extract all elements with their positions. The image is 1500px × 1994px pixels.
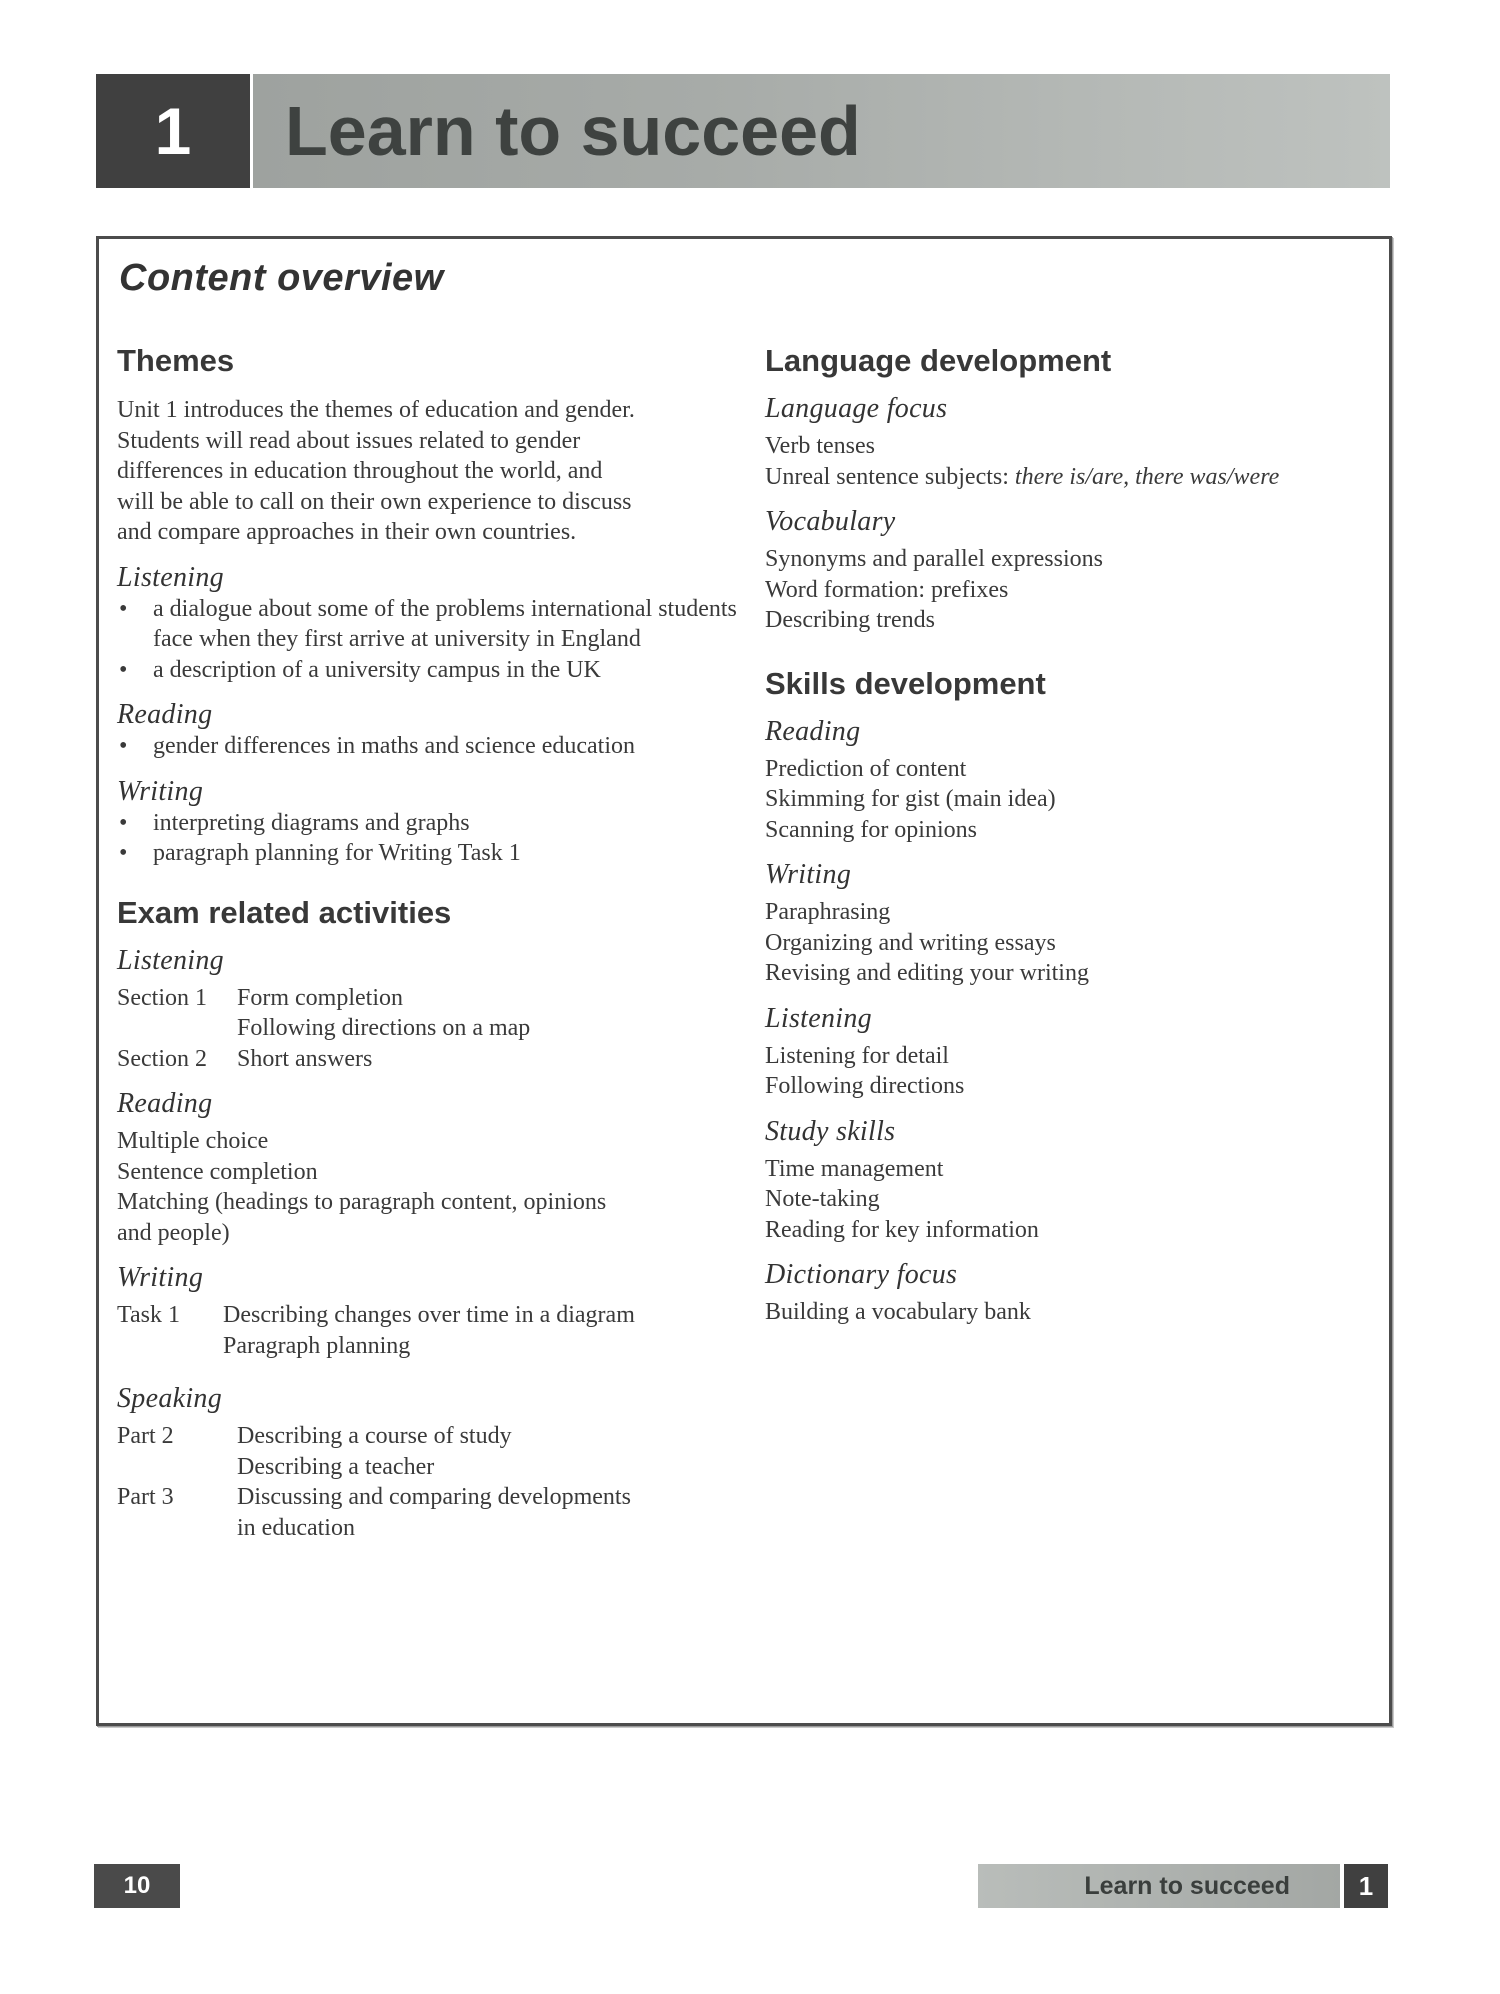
row-line: in education (237, 1514, 355, 1541)
exam-reading-heading: Reading (117, 1088, 213, 1119)
page-number: 10 (94, 1864, 180, 1908)
vocabulary-line: Describing trends (765, 607, 935, 633)
content-overview-box (96, 236, 1392, 1726)
skills-line: Paraphrasing (765, 899, 891, 925)
study-skills-heading: Study skills (765, 1115, 896, 1147)
exam-reading-line: Matching (headings to paragraph content, opinions (117, 1189, 607, 1215)
skills-reading-lines (765, 754, 1365, 846)
themes-writing-heading: Writing (117, 775, 204, 807)
unit-title: Learn to succeed (285, 92, 861, 170)
exam-reading-line: Sentence completion (117, 1158, 318, 1185)
exam-reading-lines (117, 1126, 737, 1248)
vocabulary-lines (765, 544, 1365, 636)
row-label: Section 2 (117, 1045, 207, 1072)
skills-line: Note-taking (765, 1186, 880, 1212)
skills-writing-heading: Writing (765, 859, 852, 890)
skills-line: Scanning for opinions (765, 816, 977, 843)
language-focus-line: Verb tenses (765, 433, 875, 459)
footer-unit-band (978, 1864, 1340, 1908)
skills-listening-heading: Listening (765, 1002, 872, 1034)
overview-title: Content overview (119, 257, 444, 299)
themes-listening-heading: Listening (117, 561, 224, 593)
exam-heading: Exam related activities (117, 894, 452, 930)
row-label: Task 1 (117, 1302, 180, 1328)
skills-listening-lines (765, 1041, 1365, 1102)
list-item: • interpreting diagrams and graphs (117, 808, 737, 839)
dictionary-focus-heading: Dictionary focus (765, 1259, 958, 1290)
skills-line: Revising and editing your writing (765, 960, 1089, 986)
row-line: Describing a teacher (237, 1453, 435, 1480)
row-line: Describing a course of study (237, 1423, 512, 1449)
footer-unit-number: 1 (1344, 1864, 1388, 1908)
themes-listening-list (117, 594, 737, 686)
exam-speaking-heading: Speaking (117, 1383, 223, 1414)
language-heading: Language development (765, 343, 1112, 378)
skills-line: Time management (765, 1155, 944, 1182)
skills-line: Reading for key information (765, 1216, 1039, 1243)
row-line: Discussing and comparing developments (237, 1484, 631, 1510)
skills-line: Listening for detail (765, 1042, 949, 1069)
themes-intro-line: differences in education throughout the world, and (117, 458, 603, 484)
list-item: • a dialogue about some of the problems international students face when they first arrive at university in England (117, 594, 737, 655)
list-item: • a description of a university campus in the UK (117, 655, 737, 686)
exam-speaking-rows (117, 1421, 737, 1543)
themes-intro-line: Unit 1 introduces the themes of education and gender. (117, 397, 635, 423)
exam-reading-line: and people) (117, 1219, 230, 1246)
row-line: Form completion (237, 984, 403, 1011)
exam-listening-heading: Listening (117, 944, 224, 976)
unit-number: 1 (96, 74, 250, 188)
vocabulary-line: Synonyms and parallel expressions (765, 546, 1103, 572)
study-skills-lines (765, 1154, 1365, 1246)
language-focus-prefix: Unreal sentence subjects: (765, 463, 1015, 490)
language-focus-line (765, 462, 1365, 493)
list-item: • gender differences in maths and science education (117, 731, 737, 762)
footer-unit-title: Learn to succeed (1084, 1871, 1290, 1900)
vocabulary-line: Word formation: prefixes (765, 576, 1009, 603)
unit-header (96, 74, 1390, 188)
skills-line: Following directions (765, 1073, 965, 1099)
row-label: Section 1 (117, 984, 207, 1011)
themes-intro (117, 395, 737, 548)
exam-row (117, 1482, 737, 1543)
language-focus-italic: there is/are, there was/were (1014, 463, 1280, 490)
themes-reading-list (117, 731, 737, 762)
exam-reading-line: Multiple choice (117, 1128, 269, 1154)
themes-intro-line: and compare approaches in their own countries. (117, 519, 577, 545)
dictionary-focus-lines (765, 1297, 1365, 1328)
skills-heading: Skills development (765, 665, 1046, 701)
skills-writing-lines (765, 897, 1365, 989)
themes-heading: Themes (117, 343, 235, 378)
exam-writing-rows (117, 1300, 737, 1361)
row-label: Part 2 (117, 1423, 174, 1449)
skills-line: Skimming for gist (main idea) (765, 786, 1056, 812)
right-column (765, 339, 1365, 1328)
skills-line: Prediction of content (765, 755, 967, 782)
row-line: Short answers (237, 1045, 373, 1072)
themes-intro-line: Students will read about issues related to gender (117, 427, 581, 454)
themes-intro-line: will be able to call on their own experience to discuss (117, 488, 632, 515)
exam-row (117, 1300, 737, 1361)
vocabulary-heading: Vocabulary (765, 506, 896, 537)
unit-title-band (253, 74, 1390, 188)
skills-line: Organizing and writing essays (765, 929, 1056, 956)
exam-writing-heading: Writing (117, 1262, 204, 1293)
skills-reading-heading: Reading (765, 715, 861, 747)
row-line: Describing changes over time in a diagram (223, 1302, 635, 1328)
exam-row (117, 1044, 737, 1075)
themes-writing-list (117, 808, 737, 869)
exam-row (117, 1421, 737, 1482)
exam-row (117, 983, 737, 1044)
list-item: • paragraph planning for Writing Task 1 (117, 838, 737, 869)
language-focus-lines (765, 431, 1365, 492)
left-column (117, 339, 737, 1543)
themes-reading-heading: Reading (117, 699, 213, 730)
skills-line: Building a vocabulary bank (765, 1299, 1031, 1325)
row-label: Part 3 (117, 1484, 174, 1510)
row-line: Paragraph planning (223, 1332, 411, 1359)
language-focus-heading: Language focus (765, 393, 948, 424)
exam-listening-rows (117, 983, 737, 1075)
row-line: Following directions on a map (237, 1015, 531, 1041)
